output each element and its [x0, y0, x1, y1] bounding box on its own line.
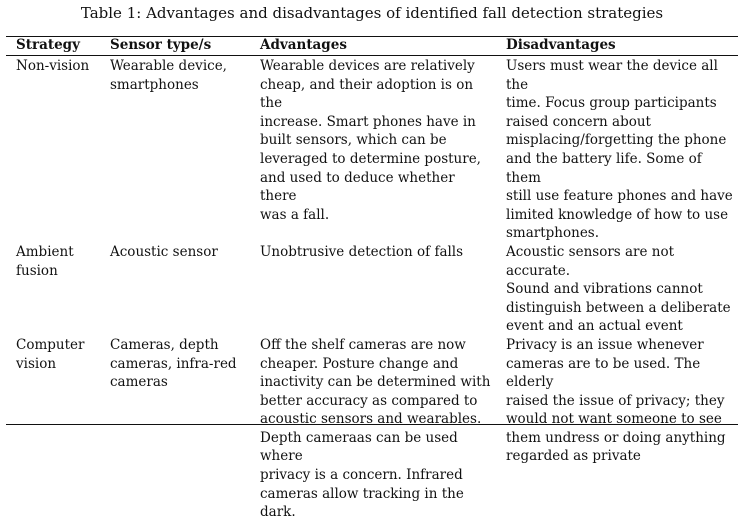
cell-disadvantages: Privacy is an issue whenever cameras are to be used. The elderly raised the issue of privacy; they would not want someone to see them undress or doing anything regarded as private [506, 336, 726, 465]
cell-disadvantages: Users must wear the device all the time. Focus group participants raised concern about misplacing/forgetting the phone and the battery life. Some of them still use feature phones and have limited knowledge of how to use smartphones. [506, 58, 733, 242]
header-sensor-type: Sensor type/s [110, 37, 212, 53]
header-advantages: Advantages [260, 37, 347, 53]
table-row [6, 55, 738, 243]
cell-advantages: Off the shelf cameras are now cheaper. Posture change and inactivity can be determined with better accuracy as compared to acoustic sensors and wearables. Depth cameraas can be used where privacy is a concern. Infrared cameras allow tracking in the dark. [260, 336, 491, 521]
cell-strategy: Computer vision [16, 336, 85, 372]
cell-sensor-type: Cameras, depth cameras, infra-red cameras [110, 336, 237, 391]
cell-advantages: Wearable devices are relatively cheap, and their adoption is on the increase. Smart phones have in built sensors, which can be leveraged to determine posture, and used to deduce whether there was a fall. [260, 58, 481, 223]
cell-sensor-type: Acoustic sensor [110, 243, 218, 260]
table-caption: Table 1: Advantages and disadvantages of identified fall detection strategies [80, 4, 664, 22]
table-row [6, 336, 738, 522]
cell-advantages: Unobtrusive detection of falls [260, 243, 464, 260]
header-disadvantages: Disadvantages [506, 37, 616, 53]
cell-disadvantages: Acoustic sensors are not accurate. Sound and vibrations cannot distinguish between a deliberate event and an actual event [506, 243, 731, 335]
table-header-row [6, 36, 738, 55]
cell-strategy: Non-vision [16, 58, 90, 74]
fall-detection-table [6, 36, 738, 522]
cell-sensor-type: Wearable device, smartphones [110, 58, 227, 93]
header-strategy: Strategy [16, 37, 80, 53]
table-row [6, 243, 738, 336]
cell-strategy: Ambient fusion [16, 243, 74, 279]
